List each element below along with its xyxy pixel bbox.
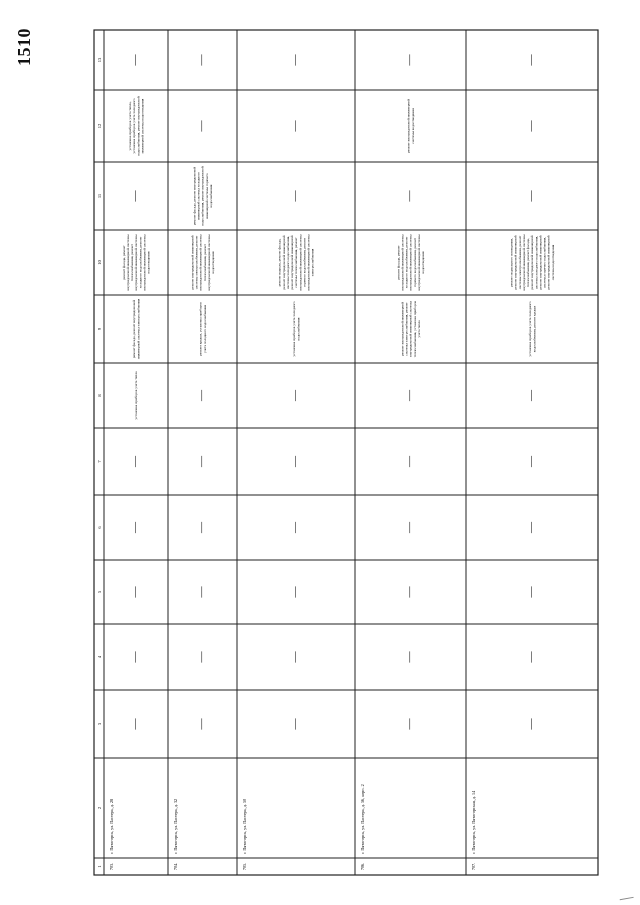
empty-cell-dash: — (289, 120, 301, 132)
cell-c9-line: теплоснабжения, установка приборов (412, 300, 417, 358)
table-border (94, 30, 598, 875)
cell-c9-line: внутридомовой инженерной системы (408, 301, 413, 357)
cell-c10-line: холодного водоснабжения, ремонт (404, 236, 409, 289)
address-cell: г. Пятигорск, ул. Пастера, д. 56, корп. 2 (360, 784, 365, 854)
cell-c10-line: водоотведения (146, 251, 151, 274)
empty-cell-dash: — (525, 651, 537, 663)
empty-cell-dash: — (525, 522, 537, 533)
cell-c10-line: горячего водоснабжения, ремонт (302, 237, 307, 288)
empty-cell-dash: — (129, 718, 141, 730)
cell-c10-line: внутридомовой инженерной системы (142, 234, 147, 291)
cell-c10-line: ремонт внутридомовой инженерной (290, 235, 295, 290)
empty-cell-dash: — (403, 718, 416, 730)
empty-cell-dash: — (195, 586, 208, 598)
cell-c10-line: горячего водоснабжения, ремонт (412, 237, 417, 288)
empty-cell-dash: — (289, 586, 301, 598)
cell-c10-line: системы теплоснабжения, ремонт (294, 237, 299, 288)
empty-cell-dash: — (289, 54, 301, 66)
cell-c12 (407, 99, 415, 153)
cell-c10-line: системы холодного водоснабжения, (285, 235, 290, 290)
empty-cell-dash: — (525, 390, 537, 401)
cell-c9-line: установка приборов учета холодного (528, 301, 533, 357)
cell-c11-line: ремонт фасада, ремонт внутридомовой (192, 166, 197, 226)
cell-c10-line: теплоснабжения, ремонт (202, 244, 207, 281)
cell-c10-line: ремонт внутридомовой инженерной (281, 235, 286, 290)
address-cell: г. Пятигорск, ул. Пастера, д. 32 (173, 798, 178, 854)
empty-cell-dash: — (195, 651, 208, 663)
cell-c11-line: инженерной системы холодного (196, 172, 201, 220)
cell-c9-line: системы электроснабжения, ремонт (404, 302, 409, 356)
column-number: 8 (97, 394, 102, 397)
cell-c10-line: внутридомовой инженерной системы (298, 234, 303, 291)
column-number: 4 (97, 655, 102, 659)
cell-c10 (396, 234, 425, 291)
row-number: 704. (173, 862, 178, 871)
cell-c10-line: ремонт внутридомовой инженерной (530, 235, 535, 290)
address-cell: г. Пятигорск, ул. Пастера, д. 50 (242, 798, 247, 854)
column-number: 11 (97, 193, 102, 199)
cell-c10-line: ремонт фасада, ремонт (396, 245, 401, 280)
empty-cell-dash: — (129, 586, 141, 598)
cell-c10-line: внутридомовой инженерной системы (206, 234, 211, 291)
cell-c10-line: системы холодного водоснабжения, (534, 235, 539, 290)
address-cell: г. Пятигорск, ул. Пятигорская, д. 14 (471, 790, 476, 854)
empty-cell-dash: — (525, 456, 537, 467)
cell-c12-line: ремонт внутридомовой инженерной (406, 99, 411, 153)
cell-c10-line: ремонт внутридомовой инженерной (190, 235, 195, 290)
cell-c9-line: инженерной системы электроснабжения (136, 298, 141, 360)
cell-c10 (510, 234, 555, 291)
empty-cell-dash: — (289, 390, 301, 401)
empty-cell-dash: — (129, 190, 141, 202)
cell-c10-line: водоотведения (211, 251, 216, 274)
cell-c10 (190, 234, 215, 291)
column-number: 6 (97, 526, 102, 529)
column-number: 5 (97, 590, 102, 594)
column-number: 10 (97, 260, 102, 265)
empty-cell-dash: — (129, 651, 141, 663)
empty-cell-dash: — (403, 54, 416, 66)
column-number: 13 (97, 57, 102, 63)
empty-cell-dash: — (129, 456, 141, 467)
column-number: 3 (97, 722, 102, 726)
cell-c11-line: водоснабжения (208, 184, 213, 208)
empty-cell-dash: — (525, 718, 537, 730)
empty-cell-dash: — (195, 390, 208, 401)
cell-c10-line: внутридомовой инженерной системы (416, 234, 421, 291)
cell-c10-line: системы горячего водоснабжения, (542, 237, 547, 288)
cell-c10 (122, 234, 151, 291)
cell-c10 (278, 234, 315, 291)
cell-c12-line: установка приборов учета холодного (132, 98, 137, 154)
cell-c12-line: установка приборов учета тепла, (128, 101, 133, 151)
row-number: 707. (471, 862, 476, 871)
empty-cell-dash: — (289, 522, 301, 533)
cell-c10-line: внутридомовой инженерной системы (521, 234, 526, 291)
cell-c10-line: холодного водоснабжения, ремонт (138, 236, 143, 289)
column-number: 2 (97, 806, 102, 810)
empty-cell-dash: — (195, 120, 208, 132)
row-number: 703. (109, 862, 114, 871)
cell-c10-line: теплоснабжения, ремонт (130, 244, 135, 281)
empty-cell-dash: — (403, 586, 416, 598)
cell-c10-line: ремонт подвального помещения, (509, 238, 514, 287)
cell-c10-line: электроснабжения (310, 248, 315, 277)
cell-c9-line: ремонт фасада, ремонт внутридомовой (132, 299, 137, 359)
cell-c10-line: системы водоотведения (550, 244, 555, 281)
cell-c10-line: водоотведения (421, 251, 426, 274)
cell-c10-line: ремонт внутридомовой инженерной (546, 235, 551, 290)
column-number: 12 (97, 123, 102, 129)
empty-cell-dash: — (525, 54, 537, 66)
cell-c11-line: водоснабжения, ремонт внутридомовой (200, 166, 205, 226)
cell-c10-line: внутридомовой инженерной системы (198, 234, 203, 291)
cell-c10-line: ремонт внутридомовой инженерной (538, 235, 543, 290)
cell-c12-line: инженерной системы водоотведения (140, 98, 145, 154)
column-number: 1 (97, 865, 102, 868)
cell-c9-line: ремонт внутридомовой инженерной (400, 302, 405, 356)
empty-cell-dash: — (195, 456, 208, 467)
empty-cell-dash: — (525, 586, 537, 598)
empty-cell-dash: — (525, 190, 537, 202)
cell-c9-line: водоснабжения (296, 317, 301, 341)
cell-c10-line: внутридомовой инженерной системы (408, 234, 413, 291)
empty-cell-dash: — (195, 522, 208, 533)
cell-c9 (132, 298, 140, 359)
cell-c11-line: инженерной системы горячего (204, 173, 209, 219)
cell-c9 (292, 301, 300, 356)
address-cell: г. Пятигорск, ул. Пастера, д. 28 (109, 798, 114, 854)
cell-c10-line: системы электроснабжения, ремонт (517, 235, 522, 290)
cell-c10-line: внутридомовой инженерной системы (134, 234, 139, 291)
cell-c10-line: внутридомовой инженерной системы (306, 234, 311, 291)
empty-cell-dash: — (403, 522, 416, 533)
cell-c9 (199, 302, 207, 356)
page-number: 1510 (14, 28, 34, 66)
empty-cell-dash: — (525, 120, 537, 132)
cell-c11 (192, 166, 213, 225)
column-number: 7 (97, 460, 102, 463)
cell-c9 (400, 300, 421, 357)
cell-c9-line: учета холодного водоснабжения (202, 304, 207, 354)
empty-cell-dash: — (195, 718, 208, 730)
column-number: 9 (97, 327, 102, 331)
cell-c8 (134, 371, 138, 420)
cell-c9-line: водоснабжения, ремонт крыши (532, 305, 537, 353)
empty-cell-dash: — (403, 390, 416, 401)
cell-c9-line: установка приборов учета холодного (292, 301, 297, 357)
cell-c10-line: системы электроснабжения, ремонт (194, 235, 199, 290)
cell-c10-line: внутридомовой инженерной системы (400, 234, 405, 291)
empty-cell-dash: — (289, 456, 301, 467)
empty-cell-dash: — (195, 54, 208, 66)
empty-cell-dash: — (403, 651, 416, 663)
cell-c10-line: ремонт внутридомовой инженерной (513, 235, 518, 290)
empty-cell-dash: — (129, 54, 141, 66)
cell-c9 (528, 301, 537, 356)
cell-c12 (128, 96, 144, 155)
cell-c10-line: теплоснабжения, ремонт фасада, (526, 238, 531, 287)
row-number: 705. (242, 862, 247, 871)
cell-c8-line: установка приборов учета тепла (134, 371, 139, 420)
cell-c12-line: водоснабжения, ремонт внутридомовой (136, 96, 141, 156)
empty-cell-dash: — (403, 190, 416, 202)
cell-c9-line: ремонт крыши, установка приборов (198, 302, 203, 356)
empty-cell-dash: — (403, 456, 416, 467)
empty-cell-dash: — (289, 190, 301, 202)
empty-cell-dash: — (289, 718, 301, 730)
cell-c10-line: внутридомовой инженерной системы (125, 234, 130, 291)
empty-cell-dash: — (289, 651, 301, 663)
row-number: 706. (360, 862, 365, 871)
cell-c12-line: системы водоотведения (410, 108, 415, 144)
cell-c9-line: учета тепла (416, 320, 421, 338)
empty-cell-dash: — (129, 522, 141, 533)
cell-c10-line: ремонт подвала, ремонт фасада, (277, 238, 282, 287)
cell-c10-line: ремонт фасада, ремонт (121, 245, 126, 280)
